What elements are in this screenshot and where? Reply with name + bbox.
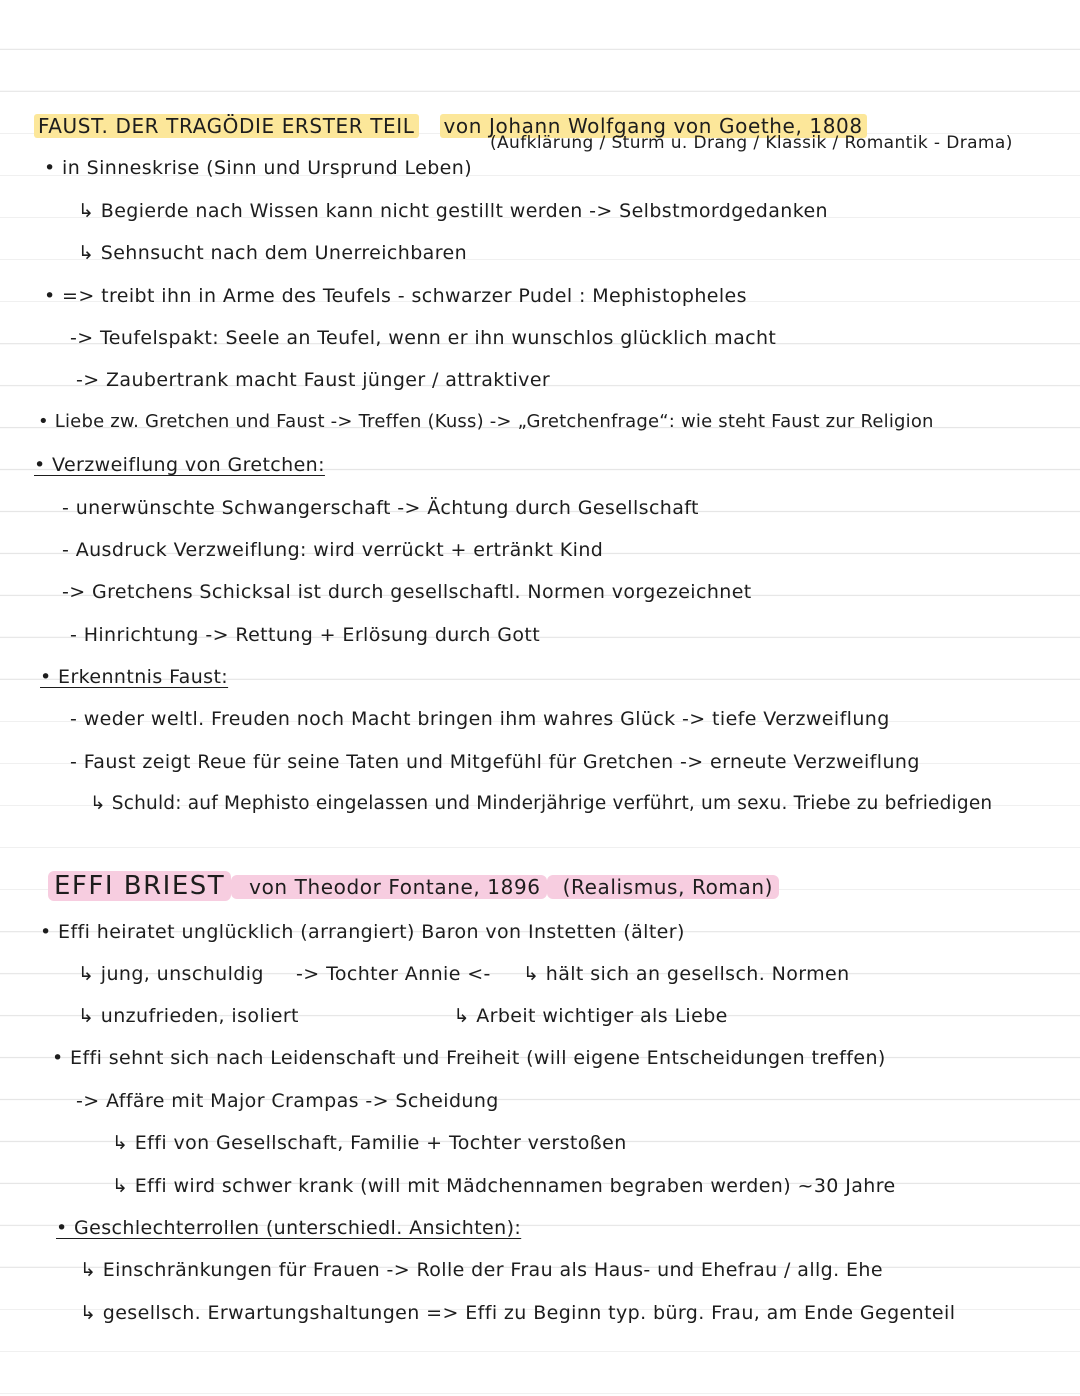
- effi-line-1: • Effi heiratet unglücklich (arrangiert) Baron von Instetten (älter): [40, 921, 685, 943]
- effi-heading: [48, 871, 779, 901]
- faust-line-8: • Verzweiflung von Gretchen:: [34, 454, 325, 476]
- faust-line-10: - Ausdruck Verzweiflung: wird verrückt + ertränkt Kind: [62, 539, 604, 561]
- effi-epochs: (Realismus, Roman): [547, 875, 779, 899]
- effi-line-10: ↳ gesellsch. Erwartungshaltungen => Effi zu Beginn typ. bürg. Frau, am Ende Gegenteil: [80, 1302, 956, 1324]
- faust-line-16: ↳ Schuld: auf Mephisto eingelassen und Minderjährige verführt, um sexu. Triebe zu befriedigen: [90, 793, 993, 814]
- faust-line-11: -> Gretchens Schicksal ist durch gesellschaftl. Normen vorgezeichnet: [62, 581, 752, 603]
- effi-line-7: ↳ Effi wird schwer krank (will mit Mädchennamen begraben werden) ~30 Jahre: [112, 1175, 896, 1197]
- faust-line-15: - Faust zeigt Reue für seine Taten und Mitgefühl für Gretchen -> erneute Verzweiflung: [70, 751, 920, 773]
- faust-author: von Johann Wolfgang von Goethe, 1808: [440, 114, 867, 138]
- faust-line-1: • in Sinneskrise (Sinn und Ursprund Leben): [44, 157, 473, 179]
- effi-author: von Theodor Fontane, 1896: [231, 875, 546, 899]
- faust-line-9: - unerwünschte Schwangerschaft -> Ächtung durch Gesellschaft: [62, 497, 699, 519]
- effi-line-3: ↳ unzufrieden, isoliert ↳ Arbeit wichtiger als Liebe: [78, 1005, 728, 1027]
- faust-line-7: • Liebe zw. Gretchen und Faust -> Treffen (Kuss) -> „Gretchenfrage“: wie steht Faust zur Religion: [38, 411, 934, 432]
- faust-line-2: ↳ Begierde nach Wissen kann nicht gestillt werden -> Selbstmordgedanken: [78, 200, 828, 222]
- faust-line-13: • Erkenntnis Faust:: [40, 666, 229, 688]
- faust-line-6: -> Zaubertrank macht Faust jünger / attraktiver: [76, 369, 551, 391]
- effi-title: EFFI BRIEST: [48, 871, 231, 901]
- faust-line-12: - Hinrichtung -> Rettung + Erlösung durch Gott: [70, 624, 541, 646]
- faust-line-14: - weder weltl. Freuden noch Macht bringen ihm wahres Glück -> tiefe Verzweiflung: [70, 708, 890, 730]
- faust-line-3: ↳ Sehnsucht nach dem Unerreichbaren: [78, 242, 468, 264]
- effi-line-2: ↳ jung, unschuldig -> Tochter Annie <- ↳ hält sich an gesellsch. Normen: [78, 963, 850, 985]
- faust-line-4: • => treibt ihn in Arme des Teufels - schwarzer Pudel : Mephistopheles: [44, 285, 747, 307]
- effi-line-4: • Effi sehnt sich nach Leidenschaft und Freiheit (will eigene Entscheidungen treffen): [52, 1047, 886, 1069]
- faust-epochs: (Aufklärung / Sturm u. Drang / Klassik / Romantik - Drama): [490, 133, 1013, 153]
- effi-line-6: ↳ Effi von Gesellschaft, Familie + Tochter verstoßen: [112, 1132, 627, 1154]
- faust-line-5: -> Teufelspakt: Seele an Teufel, wenn er ihn wunschlos glücklich macht: [70, 327, 777, 349]
- effi-line-9: ↳ Einschränkungen für Frauen -> Rolle der Frau als Haus- und Ehefrau / allg. Ehe: [80, 1259, 883, 1281]
- faust-title: FAUST. DER TRAGÖDIE ERSTER TEIL: [34, 114, 419, 138]
- effi-line-8: • Geschlechterrollen (unterschiedl. Ansichten):: [56, 1217, 522, 1239]
- effi-line-5: -> Affäre mit Major Crampas -> Scheidung: [76, 1090, 499, 1112]
